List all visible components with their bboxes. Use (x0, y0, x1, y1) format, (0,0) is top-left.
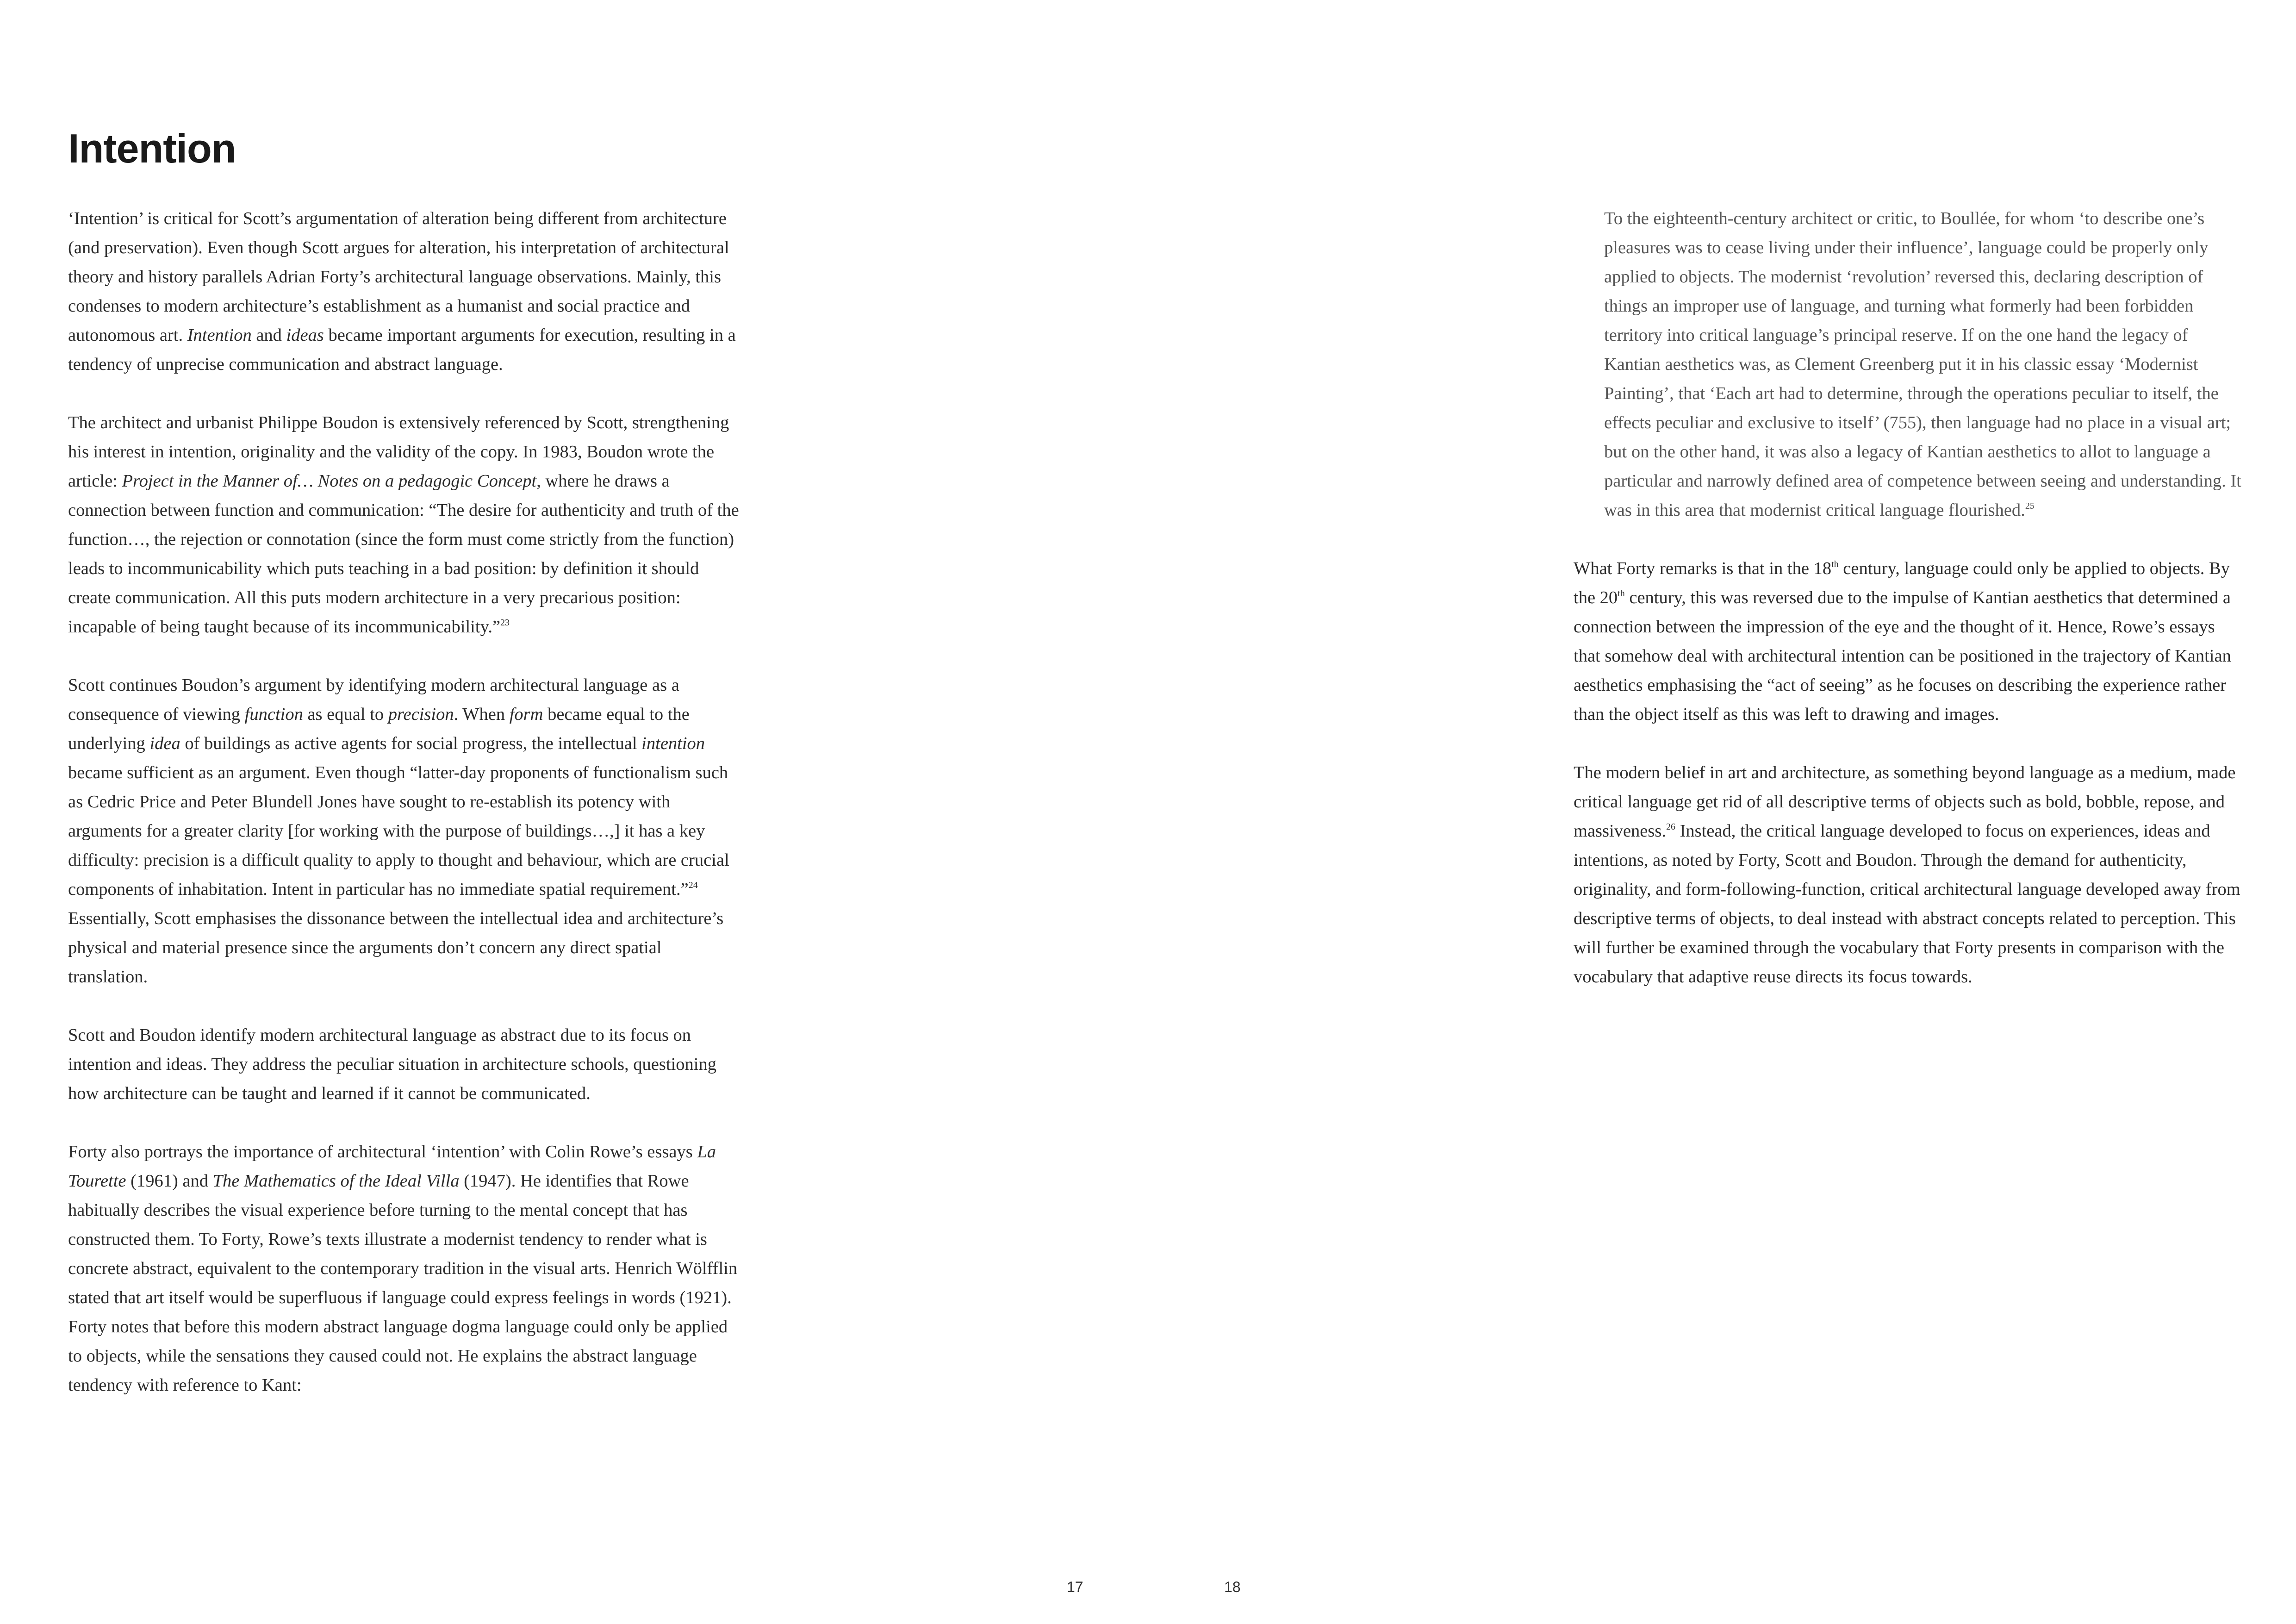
paragraph-scott-boudon: Scott and Boudon identify modern architectural language as abstract due to its focus on intention and ideas. They address the peculiar situation in architecture schools, questioning how architecture can be taught and learned if it cannot be communicated. (68, 1025, 716, 1103)
paragraph-forty-rowe: Forty also portrays the importance of architectural ‘intention’ with Colin Rowe’s essays La Tourette (1961) and The Mathematics of the Ideal Villa (1947). He identifies that Rowe habitually describes the visual experience before turning to the mental concept that has constructed them. To Forty, Rowe’s texts illustrate a modernist tendency to render what is concrete abstract, equivalent to the contemporary tradition in the visual arts. Henrich Wölfflin stated that art itself would be superfluous if language could express feelings in words (1921). Forty notes that before this modern abstract language dogma language could only be applied to objects, while the sensations they caused could not. He explains the abstract language tendency with reference to Kant: (68, 1142, 738, 1395)
paragraph-modern-belief: The modern belief in art and architecture, as something beyond language as a medium, made critical language get rid of all descriptive terms of objects such as bold, bobble, repose, and massiveness.$^{26}$ Instead, the critical language developed to focus on experiences, ideas and intentions, as noted by Forty, Scott and Boudon. Through the demand for authenticity, originality, and form-following-function, critical architectural language developed away from descriptive terms of objects, to deal instead with abstract concepts related to perception. This will further be examined through the vocabulary that Forty presents in comparison with the vocabulary that adaptive reuse directs its focus towards. (1574, 763, 2240, 987)
paragraph-scott-continues: Scott continues Boudon’s argument by identifying modern architectural language as a consequence of viewing function as equal to precision. When form became equal to the underlying idea of buildings as active agents for social progress, the intellectual intention became sufficient as an argument. Even though “latter-day proponents of functionalism such as Cedric Price and Peter Blundell Jones have sought to re-establish its potency with arguments for a greater clarity [for working with the purpose of buildings…,] it has a key difficulty: precision is a difficult quality to apply to thought and behaviour, which are crucial components of inhabitation. Intent in particular has no immediate spatial requirement.”$^{24}$ Essentially, Scott emphasises the dissonance between the intellectual idea and architecture’s physical and material presence since the arguments don’t concern any direct spatial translation. (68, 675, 729, 987)
page-heading: Intention (68, 125, 236, 171)
footnote-ref-24: 24 (688, 880, 698, 890)
block-quote-forty: To the eighteenth-century architect or critic, to Boullée, for whom ‘to describe one’s pleasures was to cease living under their influence’, language could be properly only applied to objects. The modernist ‘revolution’ reversed this, declaring description of things an improper use of language, and turning what formerly had been forbidden territory into critical language’s principal reserve. If on the one hand the legacy of Kantian aesthetics was, as Clement Greenberg put it in his classic essay ‘Modernist Painting’, that ‘Each art had to determine, through the operations peculiar to itself, the effects peculiar and exclusive to itself’ (755), then language had no place in a visual art; but on the other hand, it was also a legacy of Kantian aesthetics to allot to language a particular and narrowly defined area of competence between seeing and understanding. It was in this area that modernist critical language flourished.$^{25}$ (1604, 209, 2241, 520)
footnote-ref-25: 25 (2025, 501, 2035, 511)
paragraph-forty-remarks: What Forty remarks is that in the 18th century, language could only be applied to objects. By the 20th century, this was reversed due to the impulse of Kantian aesthetics that determined a connection between the impression of the eye and the thought of it. Hence, Rowe’s essays that somehow deal with architectural intention can be positioned in the trajectory of Kantian aesthetics emphasising the “act of seeing” as he focuses on describing the experience rather than the object itself as this was left to drawing and images. (1574, 559, 2231, 724)
right-text-column (1574, 204, 2245, 1021)
footnote-ref-26: 26 (1666, 822, 1675, 832)
paragraph-intention-critical: ‘Intention’ is critical for Scott’s argumentation of alteration being different from architecture (and preservation). Even though Scott argues for alteration, his interpretation of architectural theory and history parallels Adrian Forty’s architectural language observations. Mainly, this condenses to modern architecture’s establishment as a humanist and social practice and autonomous art. Intention and ideas became important arguments for execution, resulting in a tendency of unprecise communication and abstract language. (68, 209, 736, 374)
page-number-left: 17 (1067, 1579, 1083, 1595)
paragraph-boudon: The architect and urbanist Philippe Boudon is extensively referenced by Scott, strengthening his interest in intention, originality and the validity of the copy. In 1983, Boudon wrote the article: Project in the Manner of… Notes on a pedagogic Concept, where he draws a connection between function and communication: “The desire for authenticity and truth of the function…, the rejection or connotation (since the form must come strictly from the function) leads to incommunicability which puts teaching in a bad position: by definition it should create communication. All this puts modern architecture in a very precarious position: incapable of being taught because of its incommunicability.”$^{23}$ (68, 413, 739, 637)
left-text-column (68, 204, 744, 1429)
page-number-right: 18 (1224, 1579, 1241, 1595)
footnote-ref-23: 23 (500, 618, 510, 628)
